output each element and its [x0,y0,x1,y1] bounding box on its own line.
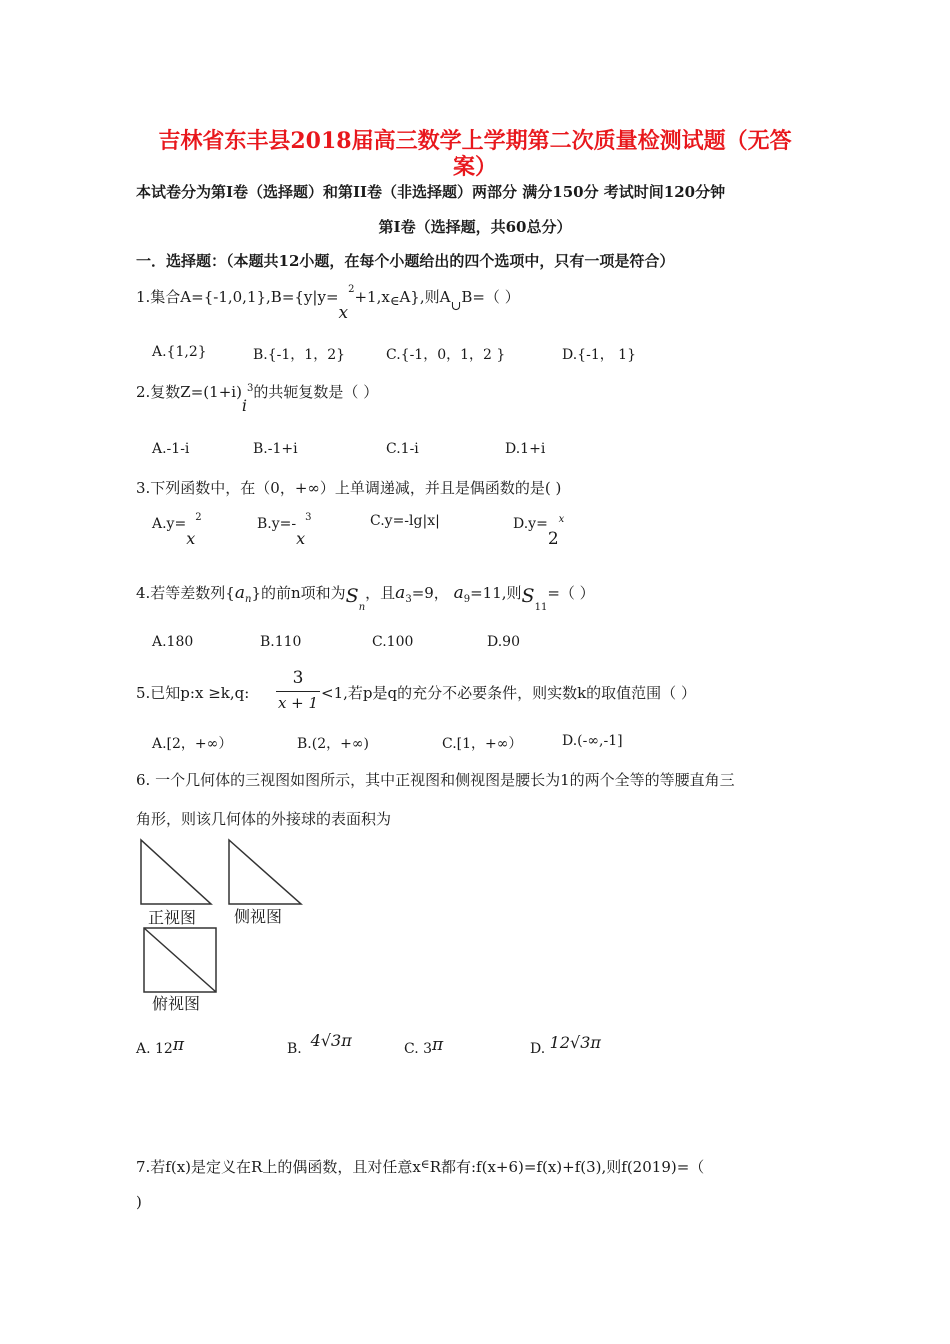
q6-stem-line1: 6. 一个几何体的三视图如图所示，其中正视图和侧视图是腰长为1的两个全等的等腰直角三 [136,771,735,789]
q3-stem: 3.下列函数中，在（0，+∞）上单调递减，并且是偶函数的是( ) [136,479,562,497]
part1-heading: 第I卷（选择题，共60总分） [378,218,572,236]
q6-option-b: B. 4√3π [287,1031,352,1057]
q5-option-d: D.(-∞,-1] [562,733,623,749]
q2-option-a: A.-1-i [152,441,190,457]
q5-option-b: B.(2，+∞) [297,736,369,752]
q7-stem-line2: ) [136,1193,142,1211]
q5-stem-right: <1,若p是q的充分不必要条件，则实数k的取值范围（ ） [321,684,696,702]
q1-option-d: D.{-1， 1} [562,347,636,363]
q5-option-a: A.[2，+∞） [152,736,233,752]
front-view-triangle [141,840,211,904]
q7-stem: 7.若f(x)是定义在R上的偶函数，且对任意x∈R都有:f(x+6)=f(x)+f(3),则f(2019)=（ [136,1157,705,1176]
section1-heading: 一．选择题：（本题共12小题，在每个小题给出的四个选项中，只有一项是符合） [136,252,675,270]
q1-option-a: A.{1,2} [152,344,207,360]
side-view-triangle [229,840,301,904]
q2-stem: 2.复数$Z=(1+i)i^3$的共轭复数是（ ） [136,383,379,415]
q2-option-c: C.1-i [386,441,419,457]
q3-option-d: $D.y=2^x$ [513,514,565,549]
q2-option-d: D.1+i [505,441,546,457]
side-view-caption: 侧视图 [234,907,283,926]
q3-option-a: $A.y=x^2$ [152,512,202,548]
q5-option-c: C.[1，+∞） [442,736,523,752]
doc-title-line1: 吉林省东丰县2018届高三数学上学期第二次质量检测试题（无答 [158,128,792,154]
q4-stem: 4.若等差数列$\{a_n\}$的前n项和为$S_n$，且$a_3=9$， $a_9=11$,则$S_{11}=$（ ） [136,583,595,613]
top-view-caption: 俯视图 [152,994,201,1013]
front-view-caption: 正视图 [148,908,197,927]
exam-intro: 本试卷分为第I卷（选择题）和第II卷（非选择题）两部分 满分150分 考试时间120分钟 [136,183,726,201]
q4-option-b: B.110 [260,634,302,650]
q1-stem: 1.集合$A=\{-1,0,1\},B=\{y|y=x^2+1,x\in A\}$,则A∪B=（ ） [136,284,520,323]
top-view-square [144,928,216,992]
doc-title-line2: 案） [452,154,497,180]
q6-stem-line2: 角形，则该几何体的外接球的表面积为 [136,810,392,828]
q6-option-d: D. 12√3π [530,1033,601,1057]
q5-fraction: 3 x + 1 [277,668,319,712]
q4-option-c: C.100 [372,634,414,650]
q3-option-b: $B.y=-x^3$ [257,512,312,548]
q1-option-c: C.{-1，0，1，2 } [386,347,506,363]
q2-option-b: B.-1+i [253,441,298,457]
q4-option-a: A.180 [152,634,194,650]
q5-stem-left: 5.已知p:x ≥k,q: [136,684,250,702]
q3-option-c: C.y=-lg|x| [370,513,440,529]
q6-option-c: C. 3π [404,1035,444,1057]
q6-option-a: A. 12π [136,1035,185,1057]
q1-option-b: B.{-1，1，2} [253,347,346,363]
q4-option-d: D.90 [487,634,520,650]
